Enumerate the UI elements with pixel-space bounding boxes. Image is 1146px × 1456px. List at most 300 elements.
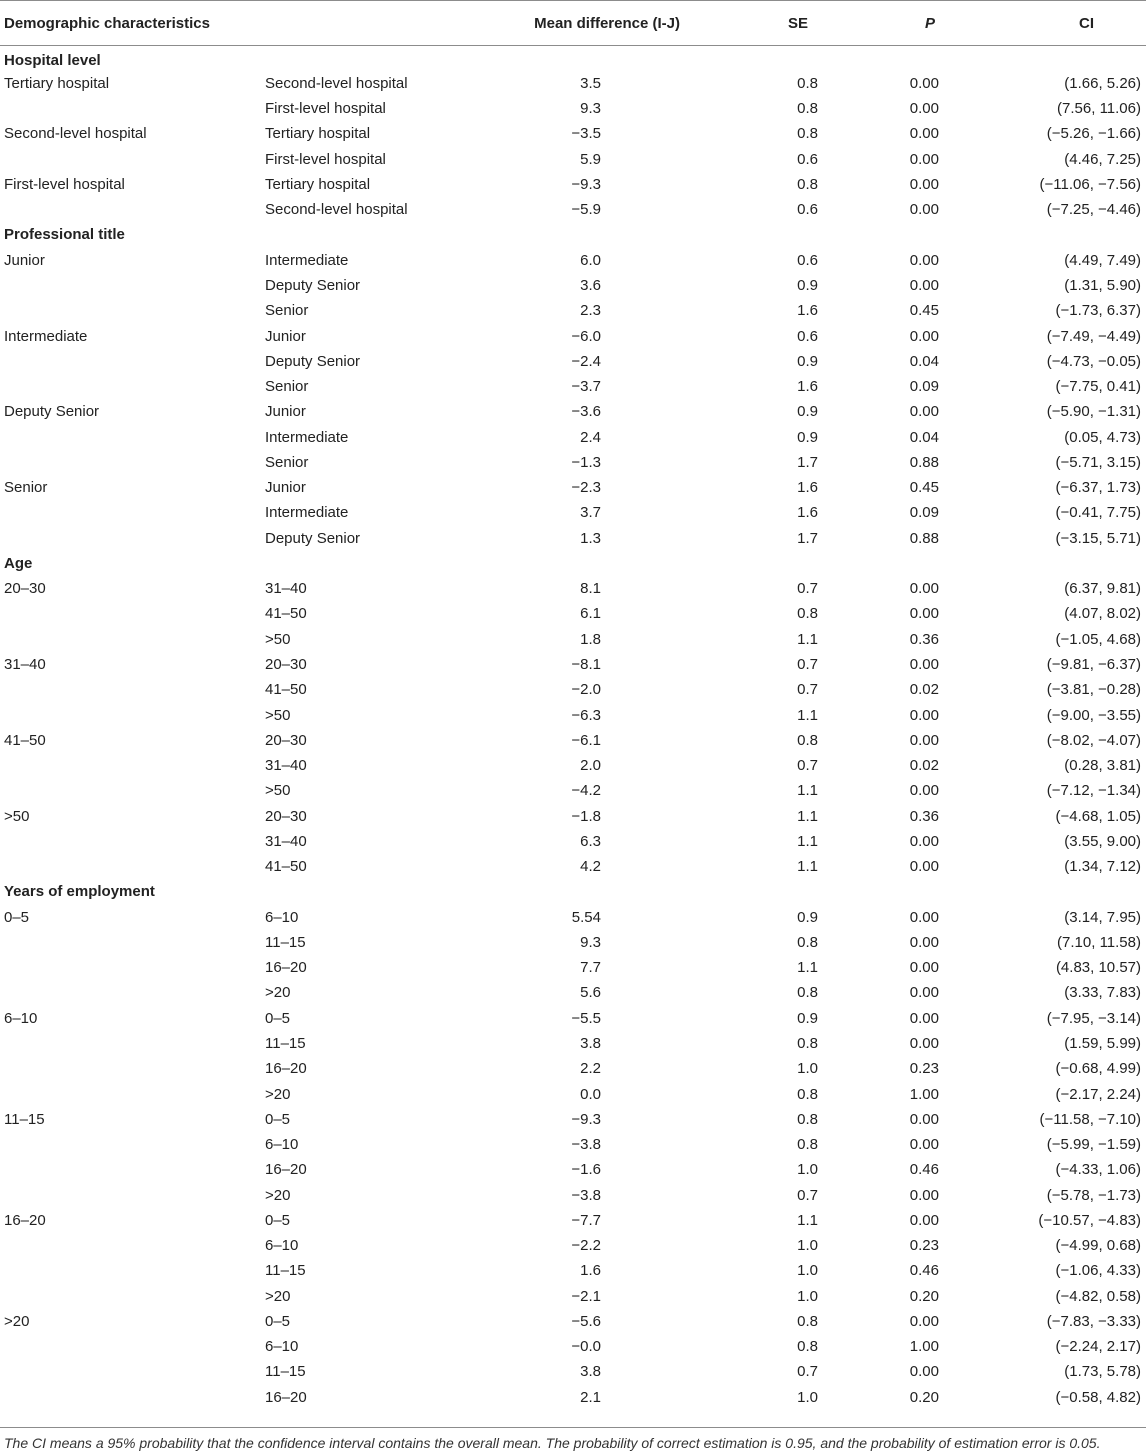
group-cell: Intermediate [4,327,88,345]
se-cell: 1.1 [797,1211,818,1229]
ci-cell: (−4.82, 0.58) [1055,1287,1141,1305]
p-value-cell: 0.00 [909,403,939,421]
p-value-cell: 0.00 [909,933,939,951]
table-row [0,1132,1146,1157]
p-value-cell: 0.00 [909,1136,939,1154]
table-row [0,930,1146,955]
table-row [0,1056,1146,1081]
se-cell: 0.9 [797,352,818,370]
table-row [0,854,1146,879]
group-cell [0,1385,260,1410]
table-row [0,96,1146,121]
p-value-cell: 0.46 [909,1262,939,1280]
comparison-cell: 0–5 [265,1211,291,1229]
group-cell [0,677,260,702]
group-cell [0,778,260,803]
section-header-row [0,222,1146,247]
p-value-cell: 0.20 [909,1388,939,1406]
p-value-cell: 0.00 [909,605,939,623]
header-ci: CI [1079,14,1094,32]
p-value-cell: 0.09 [909,378,939,396]
p-value-cell: 0.00 [909,1186,939,1204]
ci-cell: (0.28, 3.81) [1064,757,1141,775]
group-cell [0,1233,260,1258]
mean-difference-cell: 6.3 [580,832,601,850]
ci-cell: (−3.15, 5.71) [1055,529,1141,547]
mean-difference-cell: 5.54 [571,908,601,926]
se-cell: 0.7 [797,656,818,673]
se-cell: 0.9 [797,908,818,926]
group-cell [0,197,260,222]
ci-cell: (−4.99, 0.68) [1055,1237,1141,1255]
mean-difference-cell: −3.7 [571,378,601,396]
se-cell: 0.8 [797,1110,818,1128]
p-value-cell: 0.23 [909,1060,939,1078]
group-cell [0,1182,260,1207]
p-value-cell: 0.00 [909,125,939,143]
comparison-cell: Second-level hospital [265,201,408,219]
comparison-cell: 16–20 [265,959,307,977]
comparison-cell: 31–40 [265,832,307,850]
p-value-cell: 0.00 [909,731,939,749]
ci-cell: (4.46, 7.25) [1064,150,1141,168]
group-cell [0,349,260,374]
table-row [0,1233,1146,1258]
se-cell: 0.8 [797,605,818,623]
mean-difference-cell: −2.4 [571,352,601,370]
comparison-cell: 31–40 [265,580,307,598]
ci-cell: (−5.78, −1.73) [1046,1186,1141,1204]
group-cell [0,1258,260,1283]
mean-difference-cell: −9.3 [571,175,601,193]
comparison-cell: 6–10 [265,1136,299,1154]
ci-cell: (−11.06, −7.56) [1039,175,1141,193]
p-value-cell: 0.02 [909,757,939,775]
group-cell: 31–40 [4,656,46,673]
ci-cell: (−6.37, 1.73) [1055,479,1141,497]
se-cell: 1.0 [797,1161,818,1179]
p-value-cell: 0.00 [909,251,939,269]
table-row [0,576,1146,601]
ci-cell: (0.05, 4.73) [1064,428,1141,446]
group-cell: 20–30 [4,580,46,598]
se-cell: 1.6 [797,378,818,396]
table-row [0,298,1146,323]
comparison-cell: 11–15 [265,1363,306,1381]
ci-cell: (−5.26, −1.66) [1046,125,1141,143]
se-cell: 0.9 [797,1009,818,1027]
p-value-cell: 0.00 [909,74,939,92]
group-cell [0,298,260,323]
se-cell: 0.7 [797,1363,818,1381]
comparison-cell: Deputy Senior [265,352,361,370]
mean-difference-cell: 1.6 [580,1262,601,1280]
mean-difference-cell: −2.0 [571,681,601,699]
se-cell: 1.1 [797,782,818,800]
mean-difference-cell: 3.7 [580,504,601,522]
ci-cell: (−7.25, −4.46) [1046,201,1141,219]
mean-difference-cell: −2.2 [571,1237,601,1255]
p-value-cell: 1.00 [909,1338,939,1356]
se-cell: 1.1 [797,858,818,876]
comparison-cell: 41–50 [265,858,307,876]
comparison-cell: 11–15 [265,1262,306,1280]
ci-cell: (−7.12, −1.34) [1046,782,1141,800]
comparison-cell: Junior [265,327,306,345]
se-cell: 0.9 [797,403,818,421]
ci-cell: (−1.73, 6.37) [1055,302,1141,320]
mean-difference-cell: 2.2 [580,1060,601,1078]
mean-difference-cell: −2.1 [571,1287,601,1305]
table-header [0,1,1146,46]
mean-difference-cell: 3.5 [580,74,601,92]
group-cell [0,273,260,298]
mean-difference-cell: 8.1 [580,580,601,598]
table-row [0,248,1146,273]
table-row [0,1334,1146,1359]
group-cell: 6–10 [4,1009,38,1027]
group-cell [0,424,260,449]
group-cell [0,930,260,955]
group-cell: First-level hospital [4,175,125,193]
table-row [0,1208,1146,1233]
comparison-cell: >50 [265,706,291,724]
comparison-cell: 20–30 [265,656,307,673]
table-row [0,601,1146,626]
group-cell [0,702,260,727]
mean-difference-cell: −1.6 [571,1161,601,1179]
comparison-cell: 16–20 [265,1161,307,1179]
p-value-cell: 0.00 [909,580,939,598]
p-value-cell: 0.02 [909,681,939,699]
se-cell: 0.7 [797,757,818,775]
mean-difference-cell: 9.3 [580,933,601,951]
group-cell [0,374,260,399]
comparison-cell: 16–20 [265,1060,307,1078]
table-row [0,500,1146,525]
group-cell [0,1081,260,1106]
group-cell [0,1132,260,1157]
table-footnote: The CI means a 95% probability that the confidence interval contains the overall mean. The probability of correct estimation is 0.95, and the probability of estimation error is 0.05. [4,1435,1101,1451]
ci-cell: (3.33, 7.83) [1064,984,1141,1002]
se-cell: 0.6 [797,251,818,269]
mean-difference-cell: −5.6 [571,1312,601,1330]
se-cell: 1.1 [797,807,818,825]
table-row [0,349,1146,374]
se-cell: 0.7 [797,580,818,598]
se-cell: 0.8 [797,933,818,951]
ci-cell: (−0.41, 7.75) [1055,504,1141,522]
mean-difference-cell: 3.8 [580,1363,601,1381]
table-row [0,980,1146,1005]
mean-difference-cell: 2.3 [580,302,601,320]
mean-difference-cell: 3.8 [580,1034,601,1052]
ci-cell: (−2.17, 2.24) [1055,1085,1141,1103]
group-cell [0,1031,260,1056]
group-cell [0,1056,260,1081]
group-cell [0,1334,260,1359]
comparison-cell: 6–10 [265,1338,299,1356]
p-value-cell: 0.00 [909,782,939,800]
p-value-cell: 0.00 [909,1211,939,1229]
comparison-cell: >20 [265,1186,291,1204]
group-cell [0,980,260,1005]
se-cell: 1.1 [797,630,818,648]
ci-cell: (−8.02, −4.07) [1046,731,1141,749]
mean-difference-cell: 5.6 [580,984,601,1002]
table-row [0,1157,1146,1182]
se-cell: 0.8 [797,100,818,118]
table-row [0,172,1146,197]
table-row [0,71,1146,96]
ci-cell: (−1.06, 4.33) [1055,1262,1141,1280]
header-se: SE [787,14,808,32]
mean-difference-cell: −9.3 [571,1110,601,1128]
p-value-cell: 0.00 [909,1110,939,1128]
se-cell: 1.1 [797,959,818,977]
p-value-cell: 0.36 [909,630,939,648]
se-cell: 0.8 [797,1312,818,1330]
group-cell [0,753,260,778]
group-cell [0,1284,260,1309]
comparison-cell: Junior [265,479,306,497]
ci-cell: (−5.71, 3.15) [1055,453,1141,471]
se-cell: 0.6 [797,150,818,168]
se-cell: 1.0 [797,1262,818,1280]
table-row [0,627,1146,652]
table-row [0,677,1146,702]
ci-cell: (−2.24, 2.17) [1055,1338,1141,1356]
mean-difference-cell: 9.3 [580,100,601,118]
header-row [0,1,1146,46]
se-cell: 1.6 [797,302,818,320]
mean-difference-cell: 4.2 [580,858,601,876]
p-value-cell: 0.45 [909,302,939,320]
p-value-cell: 0.88 [909,529,939,547]
se-cell: 0.8 [797,125,818,143]
se-cell: 0.8 [797,1085,818,1103]
p-value-cell: 0.00 [909,277,939,295]
mean-difference-cell: −3.8 [571,1186,601,1204]
header-demographic-characteristics: Demographic characteristics [4,14,210,32]
ci-cell: (−1.05, 4.68) [1055,630,1141,648]
ci-cell: (−11.58, −7.10) [1039,1110,1141,1128]
p-value-cell: 1.00 [909,1085,939,1103]
comparison-cell: Intermediate [265,504,349,522]
table-row [0,1006,1146,1031]
table-row [0,1031,1146,1056]
se-cell: 1.0 [797,1287,818,1305]
comparison-cell: Senior [265,378,309,396]
mean-difference-cell: 3.6 [580,277,601,295]
table-row [0,1107,1146,1132]
p-value-cell: 0.00 [909,908,939,926]
group-cell: 0–5 [4,908,30,926]
section-title: Professional title [4,226,125,244]
ci-cell: (4.49, 7.49) [1064,251,1141,269]
ci-cell: (3.55, 9.00) [1064,832,1141,850]
mean-difference-cell: −6.1 [571,731,601,749]
mean-difference-cell: −3.6 [571,403,601,421]
comparison-cell: Intermediate [265,428,349,446]
comparison-cell: 16–20 [265,1388,307,1406]
p-value-cell: 0.00 [909,656,939,673]
p-value-cell: 0.20 [909,1287,939,1305]
mean-difference-cell: −8.1 [571,656,601,673]
section-header-row [0,551,1146,576]
section-header-row [0,46,1146,71]
p-value-cell: 0.00 [909,327,939,345]
mean-difference-cell: −4.2 [571,782,601,800]
p-value-cell: 0.00 [909,150,939,168]
mean-difference-cell: −1.3 [571,453,601,471]
table-row [0,121,1146,146]
mean-difference-cell: −6.3 [571,706,601,724]
section-title: Hospital level [4,52,101,70]
se-cell: 1.0 [797,1237,818,1255]
group-cell [0,627,260,652]
p-value-cell: 0.04 [909,352,939,370]
group-cell [0,829,260,854]
mean-difference-cell: −6.0 [571,327,601,345]
p-value-cell: 0.00 [909,201,939,219]
table-row [0,424,1146,449]
ci-cell: (7.56, 11.06) [1057,100,1141,118]
table-row [0,1258,1146,1283]
table-row [0,323,1146,348]
table-row [0,652,1146,677]
comparison-cell: First-level hospital [265,150,386,168]
comparison-cell: 11–15 [265,1034,306,1052]
group-cell [0,955,260,980]
table-row [0,450,1146,475]
comparison-cell: 11–15 [265,933,306,951]
mean-difference-cell: 2.0 [580,757,601,775]
ci-cell: (−0.68, 4.99) [1055,1060,1141,1078]
group-cell: >20 [4,1312,30,1330]
p-value-cell: 0.00 [909,100,939,118]
ci-cell: (−7.75, 0.41) [1055,378,1141,396]
group-cell: Junior [4,251,45,269]
group-cell [0,147,260,172]
comparison-cell: Tertiary hospital [265,125,371,143]
p-value-cell: 0.36 [909,807,939,825]
p-value-cell: 0.23 [909,1237,939,1255]
table-row [0,753,1146,778]
comparison-cell: 6–10 [265,908,299,926]
comparison-cell: >20 [265,984,291,1002]
se-cell: 1.0 [797,1388,818,1406]
se-cell: 0.8 [797,984,818,1002]
p-value-cell: 0.00 [909,1312,939,1330]
ci-cell: (−4.73, −0.05) [1046,352,1141,370]
p-value-cell: 0.88 [909,453,939,471]
group-cell [0,526,260,551]
mean-difference-cell: −5.9 [571,201,601,219]
mean-difference-cell: −0.0 [571,1338,601,1356]
section-header-row [0,879,1146,904]
mean-difference-cell: 1.3 [580,529,601,547]
table-row [0,1385,1146,1410]
group-cell: Senior [4,479,48,497]
table-row [0,778,1146,803]
ci-cell: (−7.95, −3.14) [1046,1009,1141,1027]
comparison-cell: >20 [265,1085,291,1103]
p-value-cell: 0.00 [909,706,939,724]
ci-cell: (−9.00, −3.55) [1046,706,1141,724]
ci-cell: (−4.33, 1.06) [1055,1161,1141,1179]
p-value-cell: 0.09 [909,504,939,522]
p-value-cell: 0.00 [909,832,939,850]
table-row [0,147,1146,172]
se-cell: 0.7 [797,1186,818,1204]
mean-difference-cell: 1.8 [580,630,601,648]
p-value-cell: 0.45 [909,479,939,497]
group-cell: Second-level hospital [4,125,147,143]
ci-cell: (−7.49, −4.49) [1046,327,1141,345]
table-row [0,1182,1146,1207]
mean-difference-cell: 0.0 [580,1085,601,1103]
p-value-cell: 0.00 [909,984,939,1002]
group-cell: 16–20 [4,1211,46,1229]
p-value-cell: 0.00 [909,858,939,876]
se-cell: 0.8 [797,1034,818,1052]
group-cell: 11–15 [4,1110,45,1128]
table-row [0,829,1146,854]
se-cell: 0.8 [797,175,818,193]
table-row [0,728,1146,753]
ci-cell: (7.10, 11.58) [1057,933,1141,951]
comparison-cell: Junior [265,403,306,421]
p-value-cell: 0.00 [909,959,939,977]
p-value-cell: 0.46 [909,1161,939,1179]
table-row [0,273,1146,298]
se-cell: 0.8 [797,731,818,749]
p-value-cell: 0.00 [909,1009,939,1027]
ci-cell: (4.07, 8.02) [1064,605,1141,623]
section-title: Age [4,554,33,572]
se-cell: 1.6 [797,504,818,522]
mean-difference-cell: −5.5 [571,1009,601,1027]
mean-difference-cell: 5.9 [580,150,601,168]
comparison-cell: 0–5 [265,1009,291,1027]
table-row [0,905,1146,930]
p-value-cell: 0.00 [909,1363,939,1381]
table-row [0,1284,1146,1309]
p-value-cell: 0.00 [909,1034,939,1052]
group-cell [0,854,260,879]
table-row [0,526,1146,551]
se-cell: 0.9 [797,428,818,446]
se-cell: 0.6 [797,201,818,219]
se-cell: 0.8 [797,1338,818,1356]
se-cell: 1.6 [797,479,818,497]
comparison-cell: 0–5 [265,1312,291,1330]
group-cell: Deputy Senior [4,403,100,421]
comparison-cell: 6–10 [265,1237,299,1255]
comparison-cell: Tertiary hospital [265,175,371,193]
table-row [0,702,1146,727]
mean-difference-cell: 6.1 [580,605,601,623]
se-cell: 1.1 [797,706,818,724]
group-cell [0,96,260,121]
comparison-cell: 41–50 [265,681,307,699]
ci-cell: (1.31, 5.90) [1064,277,1141,295]
comparison-cell: >20 [265,1287,291,1305]
ci-cell: (−0.58, 4.82) [1055,1388,1141,1406]
section-title: Years of employment [4,883,155,901]
comparison-cell: Senior [265,453,309,471]
